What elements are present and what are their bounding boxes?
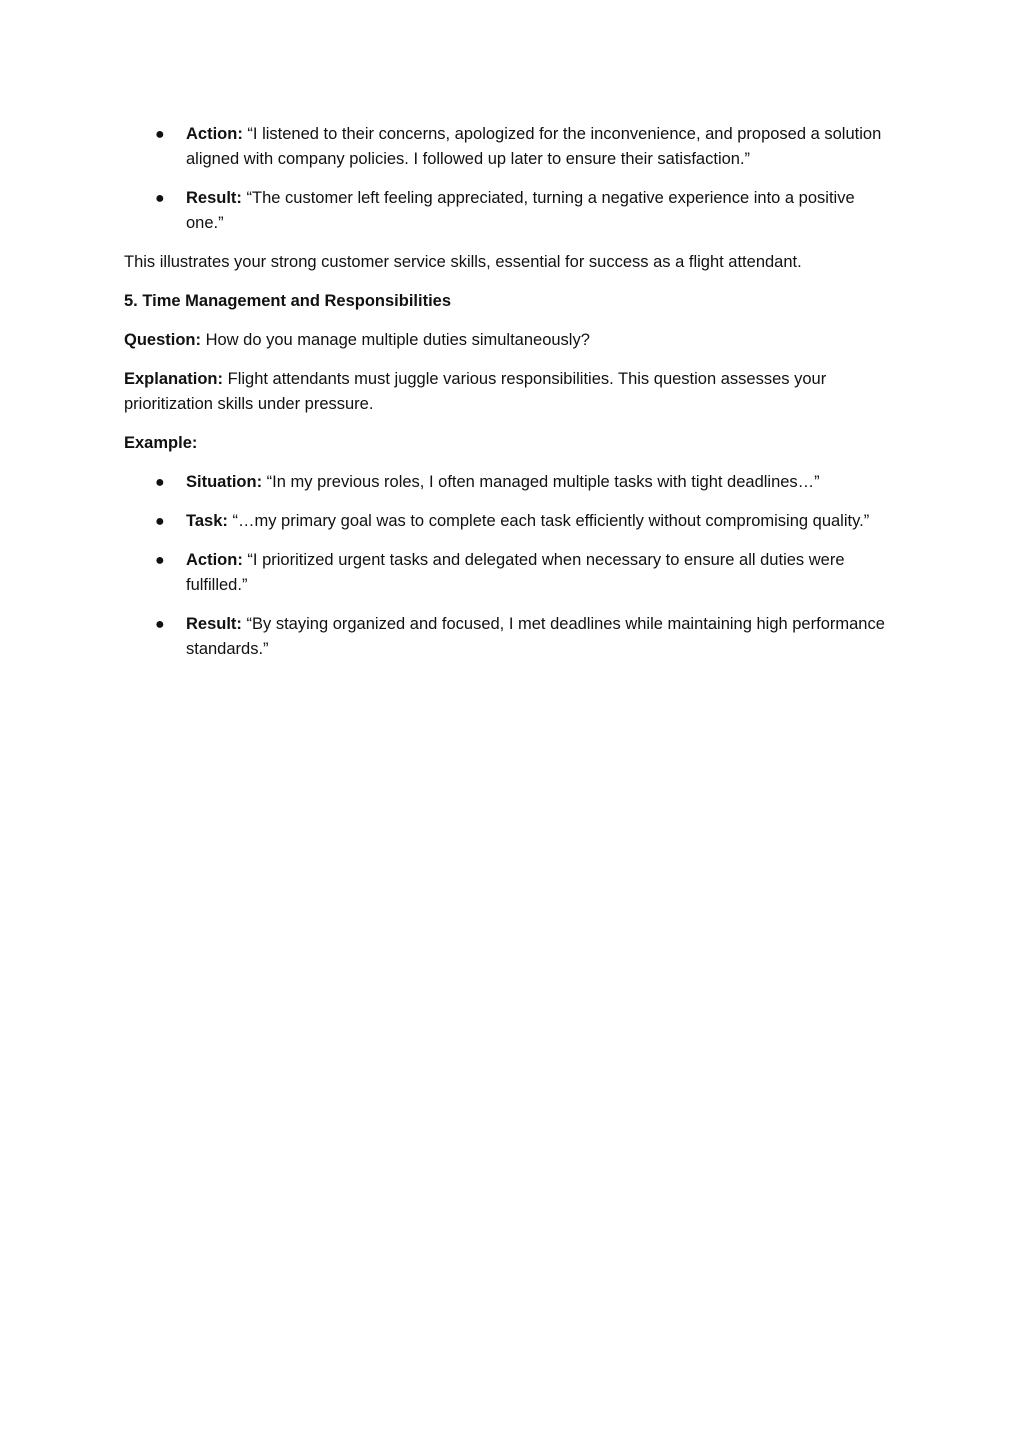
- question-label: Question:: [124, 331, 201, 349]
- explanation-label: Explanation:: [124, 370, 224, 388]
- example-bullet-list: [124, 470, 894, 662]
- list-item: [124, 509, 894, 534]
- explanation-text: Flight attendants must juggle various responsibilities. This question assesses your prioritization skills under pressure.: [124, 370, 827, 413]
- explanation-paragraph: [124, 367, 894, 417]
- bullet-icon: ●: [155, 513, 165, 530]
- list-item: [124, 548, 894, 598]
- example-label: Example:: [124, 434, 198, 452]
- question-paragraph: [124, 328, 894, 353]
- item-text: “I listened to their concerns, apologized for the inconvenience, and proposed a solution aligned with company policies. I followed up later to ensure their satisfaction.”: [186, 125, 882, 168]
- bullet-icon: ●: [155, 616, 165, 633]
- list-item: [124, 612, 894, 662]
- item-text: “By staying organized and focused, I met deadlines while maintaining high performance standards.”: [186, 615, 885, 658]
- bullet-icon: ●: [155, 552, 165, 569]
- list-item: [124, 470, 894, 495]
- question-text: How do you manage multiple duties simultaneously?: [205, 331, 590, 349]
- item-label: Result:: [186, 615, 242, 633]
- list-item: [124, 186, 894, 236]
- bullet-icon: ●: [155, 126, 165, 143]
- list-item: [124, 122, 894, 172]
- document-page: [124, 122, 894, 676]
- bullet-icon: ●: [155, 474, 165, 491]
- item-text: “…my primary goal was to complete each task efficiently without compromising quality.”: [232, 512, 870, 530]
- summary-paragraph: This illustrates your strong customer service skills, essential for success as a flight attendant.: [124, 253, 802, 271]
- item-label: Result:: [186, 189, 242, 207]
- item-label: Task:: [186, 512, 228, 530]
- item-text: “I prioritized urgent tasks and delegated when necessary to ensure all duties were fulfilled.”: [186, 551, 845, 594]
- item-text: “The customer left feeling appreciated, turning a negative experience into a positive one.”: [186, 189, 855, 232]
- item-label: Situation:: [186, 473, 263, 491]
- item-label: Action:: [186, 125, 243, 143]
- top-bullet-list: [124, 122, 894, 236]
- bullet-icon: ●: [155, 190, 165, 207]
- section-heading: 5. Time Management and Responsibilities: [124, 292, 452, 310]
- item-text: “In my previous roles, I often managed multiple tasks with tight deadlines…”: [266, 473, 820, 491]
- item-label: Action:: [186, 551, 243, 569]
